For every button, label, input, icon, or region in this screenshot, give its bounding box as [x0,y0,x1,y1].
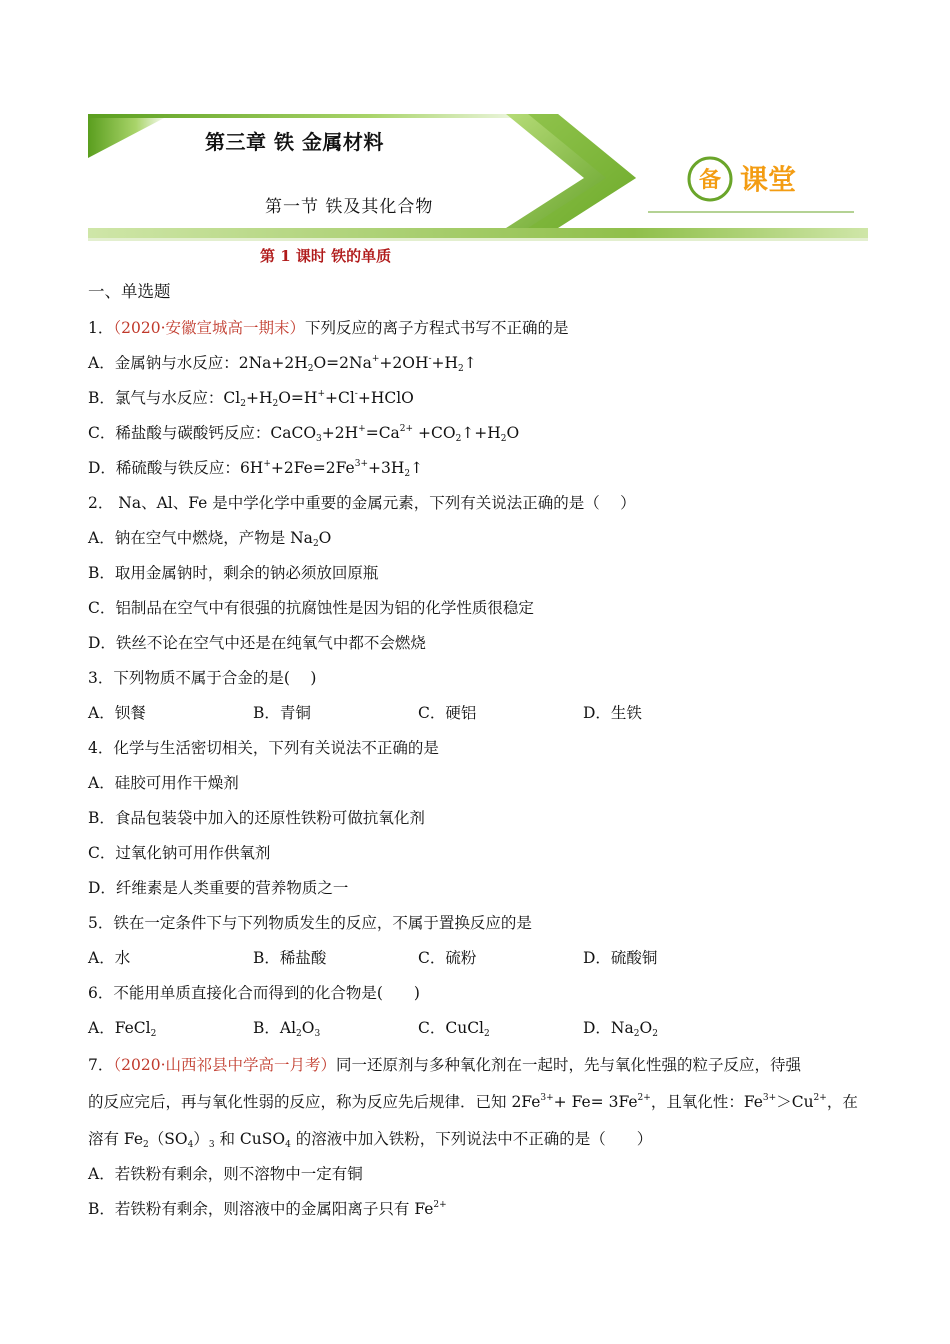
question-6: 6．不能用单质直接化合而得到的化合物是( ) [88,984,420,1002]
q5-option-c: C．硫粉 [418,949,477,967]
q6-option-b: B．$Al_2O_3$ [253,1019,321,1039]
q7-option-b: B．若铁粉有剩余，则溶液中的金属阳离子只有 $Fe^{2+}$ [88,1200,447,1218]
q1-option-d: D．稀硫酸与铁反应：$6H^++2Fe=2Fe^{3+}+3H_2↑$ [88,459,424,479]
q4-option-b: B．食品包装袋中加入的还原性铁粉可做抗氧化剂 [88,809,425,827]
q7-option-a: A．若铁粉有剩余，则不溶物中一定有铜 [88,1165,363,1183]
q1-stem: 下列反应的离子方程式书写不正确的是 [305,319,569,337]
q5-option-a: A．水 [88,949,131,967]
q5-option-b: B．稀盐酸 [253,949,327,967]
question-7 [88,1055,801,1075]
logo-text: 课堂 [740,163,797,196]
q1-option-c: C．稀盐酸与碳酸钙反应：$CaCO_3+2H^+=Ca^{2+}$ $+CO_2↑+H_2O$ [88,424,520,444]
q7-line1: 同一还原剂与多种氧化剂在一起时，先与氧化性强的粒子反应，待强 [336,1056,802,1074]
q6-option-c: C．CuCl$_2$ [418,1019,490,1039]
section-title: 第一节 铁及其化合物 [265,197,434,217]
question-3: 3．下列物质不属于合金的是( ) [88,669,317,687]
q2-option-d: D．铁丝不论在空气中还是在纯氧气中都不会燃烧 [88,634,426,652]
q5-option-d: D．硫酸铜 [583,949,658,967]
question-2: 2． Na、Al、Fe 是中学化学中重要的金属元素，下列有关说法正确的是（ ） [88,494,636,512]
q4-option-a: A．硅胶可用作干燥剂 [88,774,239,792]
q1-num: 1． [88,319,114,337]
logo-char: 备 [698,168,722,193]
q3-option-c: C．硬铝 [418,704,477,722]
question-5: 5．铁在一定条件下与下列物质发生的反应，不属于置换反应的是 [88,914,532,932]
q3-options [88,703,642,723]
q4-option-d: D．纤维素是人类重要的营养物质之一 [88,879,349,897]
q7-line-3: 溶有 $Fe_2(SO_4)_3$ 和 CuSO$_4$ 的溶液中加入铁粉，下列说法中不正确的是（ ） [88,1130,653,1150]
q6-options [88,1018,658,1038]
q2-option-a: A．钠在空气中燃烧，产物是 $Na_2O$ [88,529,332,549]
lesson-title: 第 1 课时 铁的单质 [260,247,392,265]
q3-option-d: D．生铁 [583,704,642,722]
q1-option-b: B．氯气与水反应：$Cl_2+H_2O=H^++Cl^-+HClO$ [88,389,414,409]
q2-option-c: C．铝制品在空气中有很强的抗腐蚀性是因为铝的化学性质很稳定 [88,599,534,617]
q3-option-a: A．钡餐 [88,704,146,722]
q3-option-b: B．青铜 [253,704,311,722]
q7-num: 7． [88,1056,114,1074]
chapter-title: 第三章 铁 金属材料 [205,130,384,154]
q6-option-a: A．FeCl$_2$ [88,1019,157,1039]
q1-source: （2020·安徽宣城高一期末） [113,319,305,337]
q4-option-c: C．过氧化钠可用作供氧剂 [88,844,271,862]
q6-option-d: D．$Na_2O_2$ [583,1019,658,1039]
q1-option-a: A．金属钠与水反应：$2Na+2H_2O=2Na^++2OH^-+H_2↑$ [88,354,477,374]
q7-source: （2020·山西祁县中学高一月考） [113,1056,336,1074]
question-1 [88,318,569,338]
question-4: 4．化学与生活密切相关，下列有关说法不正确的是 [88,739,439,757]
lesson-logo [686,155,836,205]
q5-options [88,948,657,968]
q7-line-2: 的反应完后，再与氧化性弱的反应，称为反应先后规律．已知 $2Fe^{3+}+ Fe= 3Fe^{2+}$，且氧化性：$Fe^{3+}>Cu^{2+}$，在 [88,1093,858,1111]
q2-option-b: B．取用金属钠时，剩余的钠必须放回原瓶 [88,564,379,582]
section-heading: 一、单选题 [88,282,171,301]
